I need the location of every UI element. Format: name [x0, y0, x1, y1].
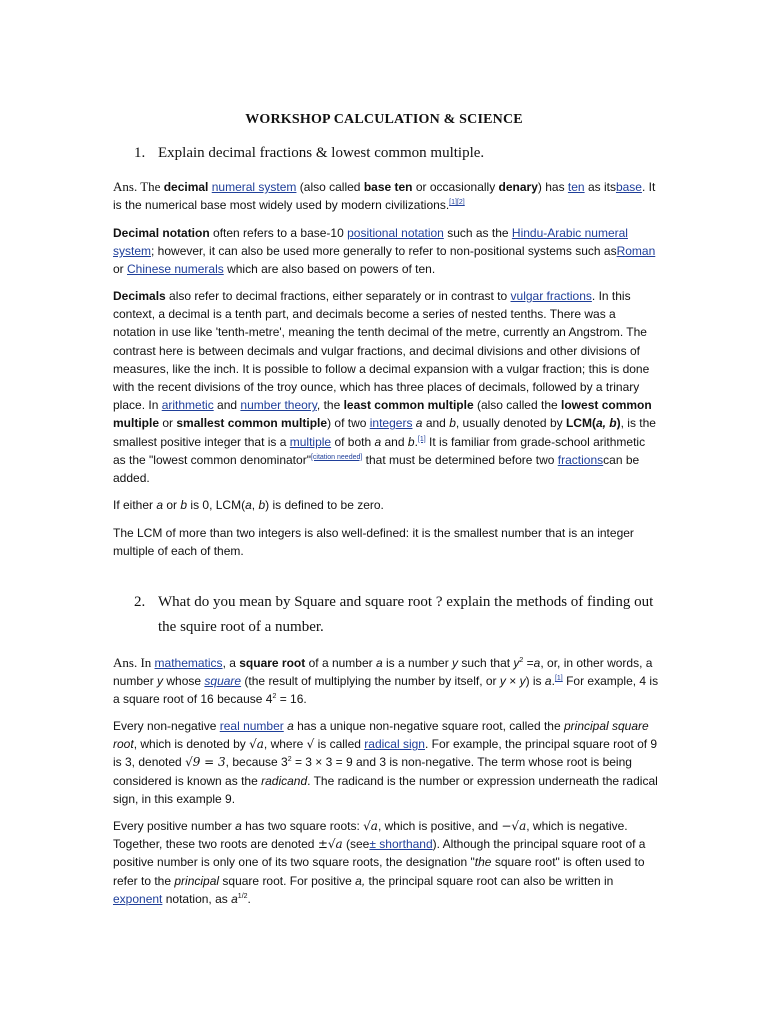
math-plusminus-sqrt-a: ±√a [317, 837, 343, 852]
italic-var: y [513, 656, 520, 670]
text: that must be determined before two [362, 452, 558, 467]
text: square root. For positive [219, 873, 356, 888]
text: Every positive number [113, 819, 236, 833]
text: or [113, 262, 128, 277]
text: , usually denoted by [455, 416, 566, 431]
document-title: WORKSHOP CALCULATION & SCIENCE [245, 112, 523, 127]
text: , which is negative. Together, these two roots are denoted [113, 819, 628, 852]
link-roman[interactable]: Roman [616, 244, 656, 259]
question-number: 2. [134, 594, 146, 610]
math-sqrt-a: √a [363, 819, 378, 833]
link-arithmetic[interactable]: arithmetic [161, 398, 214, 413]
bold-term: square root [239, 656, 306, 670]
text: square root" is often used to refer to the [113, 855, 645, 888]
italic-var: a [156, 498, 164, 512]
text: the principal square root can also be written in [365, 873, 614, 888]
italic-var: a [231, 891, 238, 906]
reference-link[interactable]: [1] [554, 675, 563, 683]
italic-var: b [180, 498, 188, 512]
text: and [213, 398, 241, 413]
text: The LCM of more than two integers is also well-defined: it is the smallest number that is an integer multiple of each of them. [113, 526, 634, 559]
italic-term: radicand [261, 773, 308, 788]
text: ) has [537, 180, 568, 194]
italic-var: a [544, 674, 552, 689]
italic-var: y [519, 674, 526, 689]
answer-1-paragraph-3 [113, 287, 661, 487]
link-positional-notation[interactable]: positional notation [347, 226, 444, 240]
link-hindu-arabic[interactable]: Hindu-Arabic numeral system [113, 226, 628, 259]
text: such as the [443, 226, 512, 240]
answer-2-paragraph-1 [113, 654, 661, 709]
text: , which is denoted by [133, 737, 250, 752]
text: notation, as [162, 891, 232, 906]
question-text: What do you mean by Square and square root ? explain the methods of finding out the squire root of a number. [158, 594, 654, 635]
bold-term: decimal [163, 180, 209, 194]
answer-1-paragraph-4 [113, 496, 661, 514]
text: of a number [305, 656, 376, 670]
text: such that [458, 656, 514, 670]
answer-label: Ans. In [113, 655, 155, 670]
link-real-number[interactable]: real number [219, 719, 284, 733]
italic-var: a [415, 416, 423, 431]
text: as its [584, 180, 616, 194]
text: (see [342, 837, 370, 852]
link-radical-sign[interactable]: radical sign [364, 737, 425, 752]
text: has two square roots: [241, 819, 364, 833]
text: (also called [296, 180, 364, 194]
italic-var: a [245, 498, 252, 512]
italic-var: a [235, 819, 242, 833]
text: . For example, the principal square root of 9 is 3, denoted [113, 737, 658, 770]
text: and [422, 416, 450, 431]
question-number: 1. [134, 145, 146, 161]
math-neg-sqrt-a: −√a [501, 819, 527, 833]
text: , [251, 498, 259, 512]
italic-var: b [258, 498, 266, 512]
superscript: 1/2 [237, 892, 248, 900]
text: ) is [525, 674, 545, 689]
italic-var: a [374, 434, 382, 449]
text: = 16. [276, 692, 307, 707]
bold-term: base ten [363, 180, 413, 194]
link-plusminus-shorthand[interactable]: ± shorthand [369, 837, 433, 852]
text: ; however, it can also be used more generally to refer to non-positional systems such as [151, 244, 617, 259]
text: often refers to a base-10 [209, 226, 348, 240]
text: ) of two [327, 416, 370, 431]
text: which are also based on powers of ten. [223, 262, 436, 277]
link-fractions[interactable]: fractions [557, 452, 604, 467]
link-number-theory[interactable]: number theory [240, 398, 317, 413]
bold-term: LCM( [565, 416, 596, 431]
text: has a unique non-negative square root, called the [293, 719, 564, 733]
text: or [159, 416, 177, 431]
answer-label: Ans. The [113, 179, 164, 194]
link-mathematics[interactable]: mathematics [154, 656, 223, 670]
italic-term: principal square root [113, 719, 649, 752]
text: of both [331, 434, 375, 449]
bold-term: ) [616, 416, 621, 431]
text: . [414, 434, 418, 449]
text: ). Although the principal square root of a positive number is only one of its two square roots, the designation " [113, 837, 646, 870]
question-text: Explain decimal fractions & lowest common multiple. [158, 145, 485, 161]
text: (the result of multiplying the number by itself, or [241, 674, 500, 689]
answer-1-paragraph-2 [113, 224, 661, 279]
superscript: 2 [272, 693, 277, 701]
reference-link[interactable]: [1][2] [449, 199, 465, 207]
text: or occasionally [412, 180, 499, 194]
text: is a number [382, 656, 453, 670]
text: can be added. [113, 452, 640, 486]
text: × [505, 674, 520, 689]
text: (also called the [473, 398, 562, 413]
bold-term: least common multiple [343, 398, 474, 413]
text: , is the smallest positive integer that is a [113, 416, 656, 449]
text: , which is positive, and [377, 819, 502, 833]
math-sqrt-a: √a [249, 737, 264, 752]
text: Every non-negative [113, 719, 220, 733]
text: . It is the numerical base most widely used by modern civilizations. [113, 180, 656, 213]
italic-var: a, [355, 873, 366, 888]
answer-1-paragraph-1 [113, 178, 661, 214]
text: , or, in other words, a number [113, 656, 653, 689]
text: , a [222, 656, 240, 670]
text: . [247, 891, 251, 906]
citation-needed-link[interactable]: [citation needed] [310, 453, 363, 461]
link-ten[interactable]: ten [567, 180, 585, 194]
text: and [381, 434, 408, 449]
text: It is familiar from grade-school arithmetic as the "lowest common denominator" [113, 434, 646, 467]
italic-var: y [452, 656, 459, 670]
text: , the [316, 398, 344, 413]
italic-var: y [157, 674, 164, 689]
link-chinese-numerals[interactable]: Chinese numerals [127, 262, 224, 277]
text: . In this context, a decimal is a tenth part, and decimals become a series of nested tenths. There was a notation in use like 'tenth-metre', meaning the tenth decimal of the metre, currently an Angstrom. The contrast here is between decimals and vulgar fractions, and decimal divisions and other divisions of measures, like the inch. It is possible to follow a decimal expansion with a vulgar fraction; this is done with the recent divisions of the troy ounce, which has three places of decimals, followed by a trinary place. In [113, 289, 650, 413]
italic-var: a, b [595, 416, 617, 431]
link-numeral-system[interactable]: numeral system [211, 180, 297, 194]
text: , where [263, 737, 307, 752]
text: whose [163, 674, 205, 689]
italic-var: b [407, 434, 415, 449]
text: , because 3 [225, 755, 288, 770]
text: For example, 4 is a square root of 16 because 4 [113, 674, 659, 707]
text: = [523, 656, 534, 670]
italic-var: a [375, 656, 383, 670]
italic-var: y [499, 674, 506, 689]
italic-var: a [287, 719, 294, 733]
reference-link[interactable]: [1] [417, 435, 426, 443]
text: = 3 × 3 = 9 and 3 is non-negative. The term whose root is being considered is known as the [113, 755, 632, 788]
text: ) is defined to be zero. [265, 498, 384, 512]
text: is called [314, 737, 365, 752]
bold-term: lowest common multiple [113, 398, 652, 431]
text: also refer to decimal fractions, either separately or in contrast to [165, 289, 511, 303]
italic-term: the [474, 855, 492, 870]
bold-term: Decimals [113, 289, 166, 303]
answer-2-paragraph-2 [113, 717, 661, 808]
italic-var: a [533, 656, 541, 670]
italic-term: principal [174, 873, 220, 888]
math-sqrt-9: √9 = 3 [185, 755, 226, 770]
link-square[interactable]: square [204, 674, 242, 689]
link-vulgar-fractions[interactable]: vulgar fractions [510, 289, 592, 303]
italic-var: b [449, 416, 456, 431]
text: is 0, LCM( [187, 498, 246, 512]
text: . The radicand is the number or expression underneath the radical sign, in this example 9. [113, 773, 658, 806]
link-base[interactable]: base [615, 180, 642, 194]
answer-1-paragraph-5 [113, 524, 661, 560]
answer-2-paragraph-3 [113, 817, 661, 908]
bold-term: Decimal notation [113, 226, 210, 240]
text: If either [113, 498, 157, 512]
link-integers[interactable]: integers [369, 416, 413, 431]
bold-term: denary [498, 180, 538, 194]
superscript: 2 [287, 756, 292, 764]
bold-term: smallest common multiple [176, 416, 328, 431]
link-exponent[interactable]: exponent [113, 891, 163, 906]
link-multiple[interactable]: multiple [289, 434, 332, 449]
radical-sign-icon: √ [306, 737, 315, 752]
text: . [551, 674, 555, 689]
text: or [163, 498, 181, 512]
superscript: 2 [519, 657, 524, 664]
